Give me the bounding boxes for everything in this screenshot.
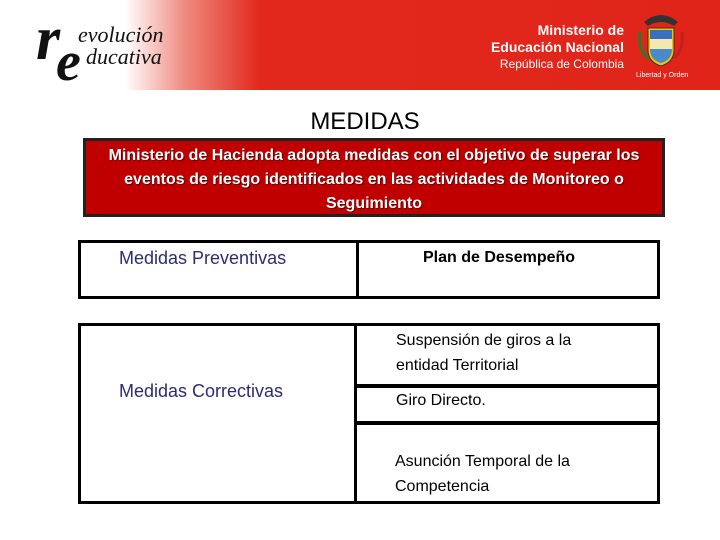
ministry-line3: República de Colombia (499, 57, 624, 71)
divider (354, 421, 660, 425)
corrective-item: Asunción Temporal de la Competencia (395, 453, 570, 495)
corrective-item: Giro Directo. (396, 392, 486, 409)
ministry-line1: Ministerio de (537, 22, 624, 38)
header-banner (0, 0, 720, 93)
colombia-coat-of-arms-icon (636, 12, 686, 70)
preventive-item: Plan de Desempeño (423, 249, 576, 266)
divider (354, 326, 357, 501)
corrective-table (78, 323, 660, 504)
ministry-logo-text (491, 22, 624, 73)
page-title: MEDIDAS (310, 108, 420, 135)
divider (356, 243, 359, 296)
preventive-label: Medidas Preventivas (119, 248, 287, 268)
motto: Libertad y Orden (636, 72, 689, 79)
objective-banner: Ministerio de Hacienda adopta medidas con el objetivo de superar los eventos de riesgo identificados en las actividades de Monitoreo o Seguimiento (83, 138, 665, 217)
corrective-label: Medidas Correctivas (119, 381, 284, 401)
ministry-line2: Educación Nacional (490, 39, 624, 55)
corrective-item: Suspensión de giros a la entidad Territorial (396, 332, 572, 374)
revolucion-educativa-logo: r e evolución ducativa (36, 5, 164, 93)
preventive-table (78, 240, 660, 299)
